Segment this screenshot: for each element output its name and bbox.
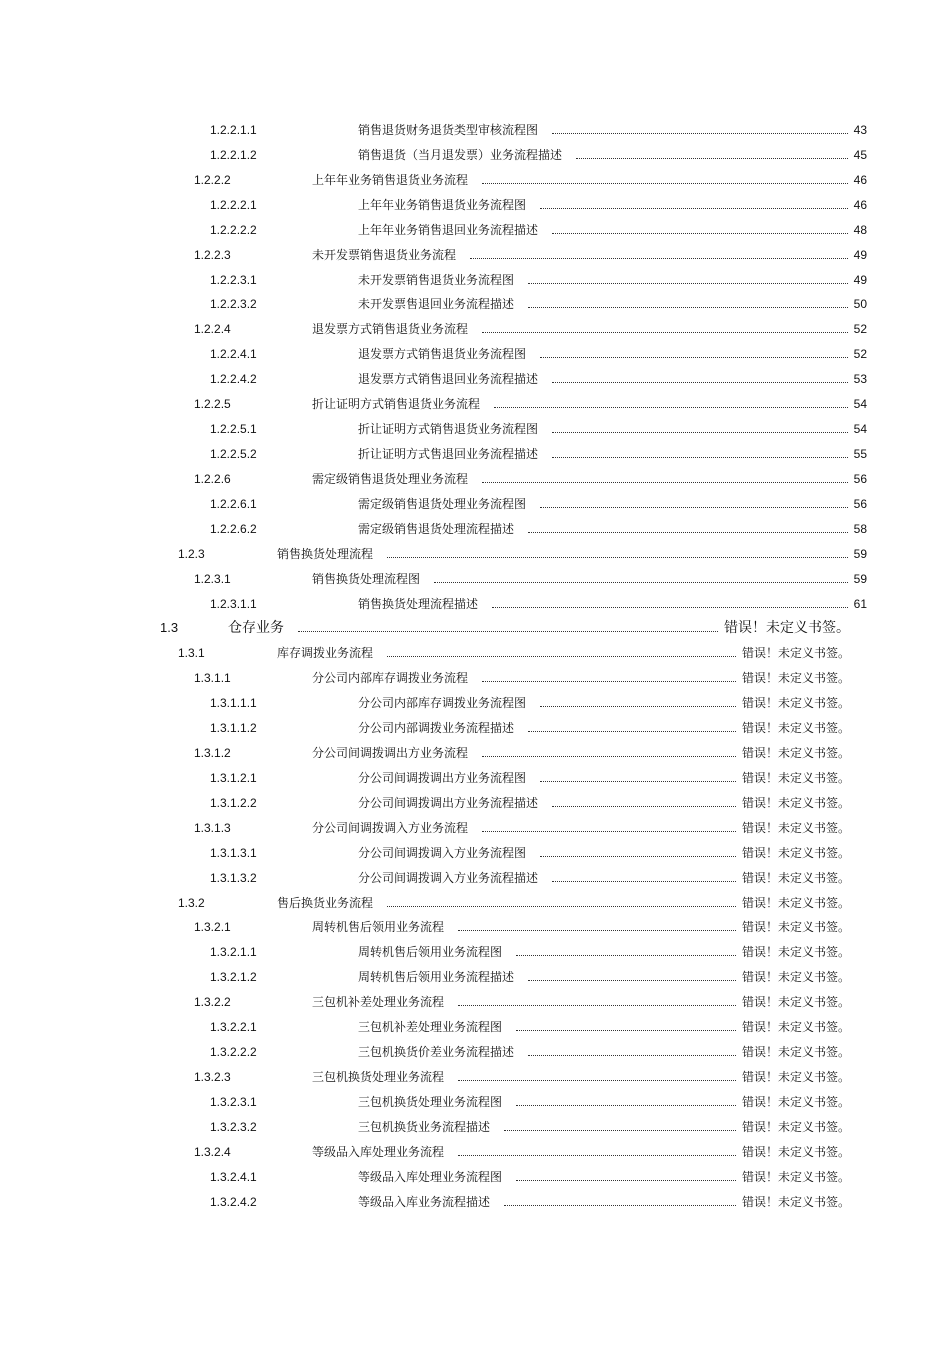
toc-entry[interactable] [0,1192,950,1212]
toc-dot-leader [387,656,736,657]
toc-entry[interactable] [0,544,950,564]
toc-entry-number: 1.2.3.1 [194,571,231,586]
toc-entry-page: 错误！未定义书签。 [741,721,850,736]
toc-entry[interactable] [0,1042,950,1062]
toc-entry-number: 1.3.1.2.2 [210,795,257,810]
toc-entry-number: 1.3.1.1 [194,671,231,686]
toc-dot-leader [492,607,848,608]
toc-entry-title[interactable]: 上年年业务销售退回业务流程描述 [358,222,539,237]
toc-entry[interactable] [0,494,950,514]
toc-entry-page: 错误！未定义书签。 [741,870,850,885]
toc-entry-page: 错误！未定义书签。 [741,671,850,686]
toc-entry-page: 52 [853,347,867,362]
toc-dot-leader [528,731,736,732]
toc-entry-page: 错误！未定义书签。 [741,970,850,985]
toc-entry-number: 1.2.2.6 [194,471,231,486]
toc-dot-leader [540,706,736,707]
toc-entry-number: 1.2.2.2 [194,172,231,187]
toc-entry-number: 1.2.2.4.1 [210,347,257,362]
toc-entry[interactable] [0,220,950,240]
toc-entry-title[interactable]: 分公司间调拨调出方业务流程图 [358,770,527,785]
toc-entry-title[interactable]: 库存调拨业务流程 [277,646,374,661]
toc-entry-title[interactable]: 上年年业务销售退货业务流程 [312,172,469,187]
toc-entry-number: 1.3.2.1.2 [210,970,257,985]
toc-entry-title[interactable]: 三包机换货处理业务流程图 [358,1094,503,1109]
toc-entry-page: 54 [853,422,867,436]
toc-entry[interactable] [0,992,950,1012]
toc-dot-leader [470,258,848,259]
toc-dot-leader [528,980,736,981]
toc-dot-leader [552,432,848,433]
toc-entry-title[interactable]: 分公司内部库存调拨业务流程 [312,671,469,686]
toc-entry-number: 1.2.2.4.2 [210,372,257,387]
toc-dot-leader [482,482,848,483]
toc-entry[interactable] [0,618,950,638]
toc-entry-title[interactable]: 三包机补差处理业务流程图 [358,1020,503,1035]
toc-entry-page: 错误！未定义书签。 [741,1020,850,1035]
toc-entry-number: 1.3.1.2 [194,746,231,760]
toc-entry-number: 1.3.2.2.1 [210,1020,257,1035]
toc-dot-leader [540,856,736,857]
toc-entry[interactable] [0,170,950,190]
toc-dot-leader [298,631,718,632]
toc-entry-number: 1.3.2.1.1 [210,945,257,960]
toc-entry[interactable] [0,1067,950,1087]
toc-entry[interactable] [0,818,950,838]
toc-entry-page: 错误！未定义书签。 [741,1094,850,1109]
toc-entry-page: 54 [853,397,867,412]
toc-entry[interactable] [0,868,950,888]
toc-entry-page: 49 [853,272,867,287]
toc-entry-page: 错误！未定义书签。 [741,1194,850,1209]
toc-dot-leader [552,133,848,134]
toc-entry-title[interactable]: 分公司间调拨调入方业务流程图 [358,845,527,860]
toc-entry-page: 错误！未定义书签。 [741,1045,850,1059]
toc-dot-leader [504,1205,736,1206]
toc-entry[interactable] [0,1017,950,1037]
toc-entry-title[interactable]: 销售退货财务退货类型审核流程图 [358,123,539,137]
toc-entry[interactable] [0,195,950,215]
toc-entry-title[interactable]: 需定级销售退货处理业务流程图 [358,496,527,511]
toc-entry-page: 错误！未定义书签。 [741,746,850,760]
toc-entry-number: 1.3.1.3 [194,820,231,835]
toc-entry-page: 59 [853,546,867,561]
toc-dot-leader [504,1130,736,1131]
toc-entry-page: 43 [853,123,867,137]
toc-entry-page: 59 [853,571,867,586]
toc-dot-leader [540,357,848,358]
toc-dot-leader [458,930,736,931]
toc-entry-title[interactable]: 分公司内部调拨业务流程描述 [358,721,515,736]
toc-dot-leader [516,1105,736,1106]
toc-entry[interactable] [0,344,950,364]
toc-entry-number: 1.2.2.2.1 [210,197,257,212]
toc-entry-title[interactable]: 周转机售后领用业务流程描述 [358,970,515,985]
toc-dot-leader [540,208,848,209]
toc-entry-number: 1.2.2.5.1 [210,422,257,436]
toc-dot-leader [482,183,848,184]
toc-entry-page: 错误！未定义书签。 [741,795,850,810]
toc-entry-title[interactable]: 分公司间调拨调出方业务流程 [312,746,469,760]
toc-dot-leader [482,756,736,757]
toc-entry-number: 1.3 [160,620,179,636]
toc-dot-leader [482,332,848,333]
toc-entry[interactable] [0,917,950,937]
toc-dot-leader [387,906,736,907]
toc-dot-leader [576,158,848,159]
toc-entry-page: 58 [853,521,867,536]
toc-dot-leader [482,681,736,682]
toc-entry-title[interactable]: 折让证明方式销售退货业务流程图 [358,422,539,436]
toc-entry[interactable] [0,394,950,414]
toc-entry[interactable] [0,145,950,165]
toc-entry-title[interactable]: 分公司间调拨调入方业务流程描述 [358,870,539,885]
toc-entry-page: 错误！未定义书签。 [741,845,850,860]
toc-entry-page: 错误！未定义书签。 [741,1169,850,1184]
toc-entry-page: 53 [853,372,867,387]
toc-entry[interactable] [0,893,950,913]
toc-entry-title[interactable]: 售后换货业务流程 [277,895,374,910]
toc-dot-leader [516,955,736,956]
toc-entry-number: 1.3.1 [178,646,205,661]
toc-entry[interactable] [0,594,950,614]
toc-entry[interactable] [0,294,950,314]
toc-entry-title[interactable]: 需定级销售退货处理业务流程 [312,471,469,486]
toc-entry-number: 1.2.2.4 [194,322,231,337]
toc-entry-title[interactable]: 三包机补差处理业务流程 [312,995,445,1010]
toc-dot-leader [528,1055,736,1056]
toc-dot-leader [458,1080,736,1081]
toc-entry-number: 1.2.3 [178,546,205,561]
toc-entry-title[interactable]: 未开发票销售退货业务流程 [312,247,457,262]
toc-entry[interactable] [0,319,950,339]
toc-entry-number: 1.2.2.3.1 [210,272,257,287]
toc-dot-leader [552,457,848,458]
toc-entry-number: 1.3.2.2 [194,995,231,1010]
toc-entry-page: 错误！未定义书签。 [741,945,850,960]
toc-entry-title[interactable]: 周转机售后领用业务流程 [312,920,445,935]
toc-dot-leader [552,382,848,383]
toc-entry[interactable] [0,668,950,688]
toc-entry-title[interactable]: 退发票方式销售退货业务流程 [312,322,469,337]
toc-entry-number: 1.2.2.1.2 [210,147,257,162]
toc-entry-page: 错误！未定义书签。 [724,620,850,637]
toc-entry[interactable] [0,120,950,140]
toc-entry-page: 错误！未定义书签。 [741,1119,850,1134]
toc-entry-title[interactable]: 三包机换货处理业务流程 [312,1070,445,1084]
toc-entry-title[interactable]: 三包机换货价差业务流程描述 [358,1045,515,1059]
toc-entry-page: 48 [853,222,867,237]
toc-entry[interactable] [0,643,950,663]
toc-entry-number: 1.2.2.6.2 [210,521,257,536]
toc-entry-page: 错误！未定义书签。 [741,1144,850,1159]
toc-entry-number: 1.3.2.3.2 [210,1119,257,1134]
toc-entry[interactable] [0,1092,950,1112]
toc-entry-title[interactable]: 需定级销售退货处理流程描述 [358,521,515,536]
toc-entry[interactable] [0,245,950,265]
toc-entry-page: 错误！未定义书签。 [741,770,850,785]
toc-entry-number: 1.3.1.2.1 [210,770,257,785]
toc-entry-number: 1.2.2.3 [194,247,231,262]
toc-dot-leader [540,507,848,508]
toc-entry-title[interactable]: 折让证明方式销售退货业务流程 [312,397,481,412]
toc-dot-leader [494,407,848,408]
toc-entry-page: 52 [853,322,867,337]
toc-entry-number: 1.3.2.2.2 [210,1045,257,1059]
toc-entry-title[interactable]: 折让证明方式售退回业务流程描述 [358,447,539,461]
toc-entry[interactable] [0,369,950,389]
toc-entry-title[interactable]: 仓存业务 [228,620,284,637]
toc-entry-number: 1.2.2.5.2 [210,447,257,461]
toc-entry-number: 1.3.2.3.1 [210,1094,257,1109]
toc-dot-leader [434,582,848,583]
toc-entry[interactable] [0,1167,950,1187]
toc-entry-number: 1.3.1.1.1 [210,696,257,711]
toc-dot-leader [552,806,736,807]
toc-entry-title[interactable]: 等级品入库处理业务流程图 [358,1169,503,1184]
toc-entry-title[interactable]: 退发票方式销售退回业务流程描述 [358,372,539,387]
toc-entry-title[interactable]: 上年年业务销售退货业务流程图 [358,197,527,212]
toc-entry-title[interactable]: 销售换货处理流程描述 [358,596,479,611]
toc-entry-title[interactable]: 等级品入库处理业务流程 [312,1144,445,1159]
toc-entry-page: 错误！未定义书签。 [741,895,850,910]
toc-entry-title[interactable]: 分公司内部库存调拨业务流程图 [358,696,527,711]
toc-entry[interactable] [0,967,950,987]
toc-entry-title[interactable]: 销售换货处理流程图 [312,571,421,586]
toc-dot-leader [540,781,736,782]
toc-entry-number: 1.2.2.5 [194,397,231,412]
toc-dot-leader [516,1030,736,1031]
toc-dot-leader [458,1155,736,1156]
toc-entry[interactable] [0,419,950,439]
toc-dot-leader [482,831,736,832]
toc-entry-number: 1.3.2.4.1 [210,1169,257,1184]
toc-entry-page: 错误！未定义书签。 [741,1070,850,1084]
toc-entry-number: 1.2.2.2.2 [210,222,257,237]
toc-entry-title[interactable]: 退发票方式销售退货业务流程图 [358,347,527,362]
toc-entry[interactable] [0,569,950,589]
toc-entry-page: 错误！未定义书签。 [741,920,850,935]
toc-entry-page: 56 [853,471,867,486]
toc-entry-page: 46 [853,197,867,212]
toc-entry[interactable] [0,444,950,464]
toc-entry-page: 50 [853,297,867,312]
toc-dot-leader [552,881,736,882]
toc-entry-number: 1.3.2 [178,895,205,910]
toc-entry[interactable] [0,1142,950,1162]
toc-entry-title[interactable]: 未开发票售退回业务流程描述 [358,297,515,312]
toc-dot-leader [552,233,848,234]
toc-entry-page: 错误！未定义书签。 [741,646,850,661]
toc-entry-page: 45 [853,147,867,162]
toc-entry-title[interactable]: 等级品入库业务流程描述 [358,1194,491,1209]
toc-dot-leader [458,1005,736,1006]
toc-entry-page: 55 [853,447,867,461]
toc-entry-number: 1.3.2.4.2 [210,1194,257,1209]
toc-entry-number: 1.3.1.3.2 [210,870,257,885]
toc-entry[interactable] [0,469,950,489]
toc-entry-number: 1.2.2.6.1 [210,496,257,511]
toc-entry-number: 1.3.1.1.2 [210,721,257,736]
toc-entry[interactable] [0,942,950,962]
toc-entry[interactable] [0,693,950,713]
toc-entry-page: 错误！未定义书签。 [741,696,850,711]
toc-entry-title[interactable]: 未开发票销售退货业务流程图 [358,272,515,287]
toc-entry-page: 46 [853,172,867,187]
toc-entry[interactable] [0,768,950,788]
toc-entry-number: 1.3.2.1 [194,920,231,935]
toc-entry-title[interactable]: 分公司间调拨调出方业务流程描述 [358,795,539,810]
toc-entry-title[interactable]: 周转机售后领用业务流程图 [358,945,503,960]
toc-dot-leader [528,307,848,308]
toc-entry-page: 49 [853,247,867,262]
toc-entry-title[interactable]: 销售换货处理流程 [277,546,374,561]
toc-dot-leader [387,557,848,558]
toc-entry-number: 1.2.2.1.1 [210,123,257,137]
toc-entry-number: 1.3.1.3.1 [210,845,257,860]
toc-entry-title[interactable]: 分公司间调拨调入方业务流程 [312,820,469,835]
toc-entry-title[interactable]: 三包机换货业务流程描述 [358,1119,491,1134]
toc-dot-leader [528,532,848,533]
toc-entry[interactable] [0,519,950,539]
toc-entry-number: 1.2.2.3.2 [210,297,257,312]
toc-entry-page: 错误！未定义书签。 [741,995,850,1010]
toc-entry[interactable] [0,718,950,738]
toc-entry-number: 1.3.2.4 [194,1144,231,1159]
toc-entry-page: 错误！未定义书签。 [741,820,850,835]
toc-entry-number: 1.2.3.1.1 [210,596,257,611]
toc-entry[interactable] [0,793,950,813]
toc-dot-leader [528,283,848,284]
toc-entry-page: 56 [853,496,867,511]
toc-dot-leader [516,1180,736,1181]
toc-entry-page: 61 [853,596,867,611]
toc-entry[interactable] [0,270,950,290]
toc-entry-number: 1.3.2.3 [194,1070,231,1084]
toc-entry[interactable] [0,1117,950,1137]
toc-entry[interactable] [0,743,950,763]
toc-entry-title[interactable]: 销售退货（当月退发票）业务流程描述 [358,147,563,162]
toc-entry[interactable] [0,843,950,863]
